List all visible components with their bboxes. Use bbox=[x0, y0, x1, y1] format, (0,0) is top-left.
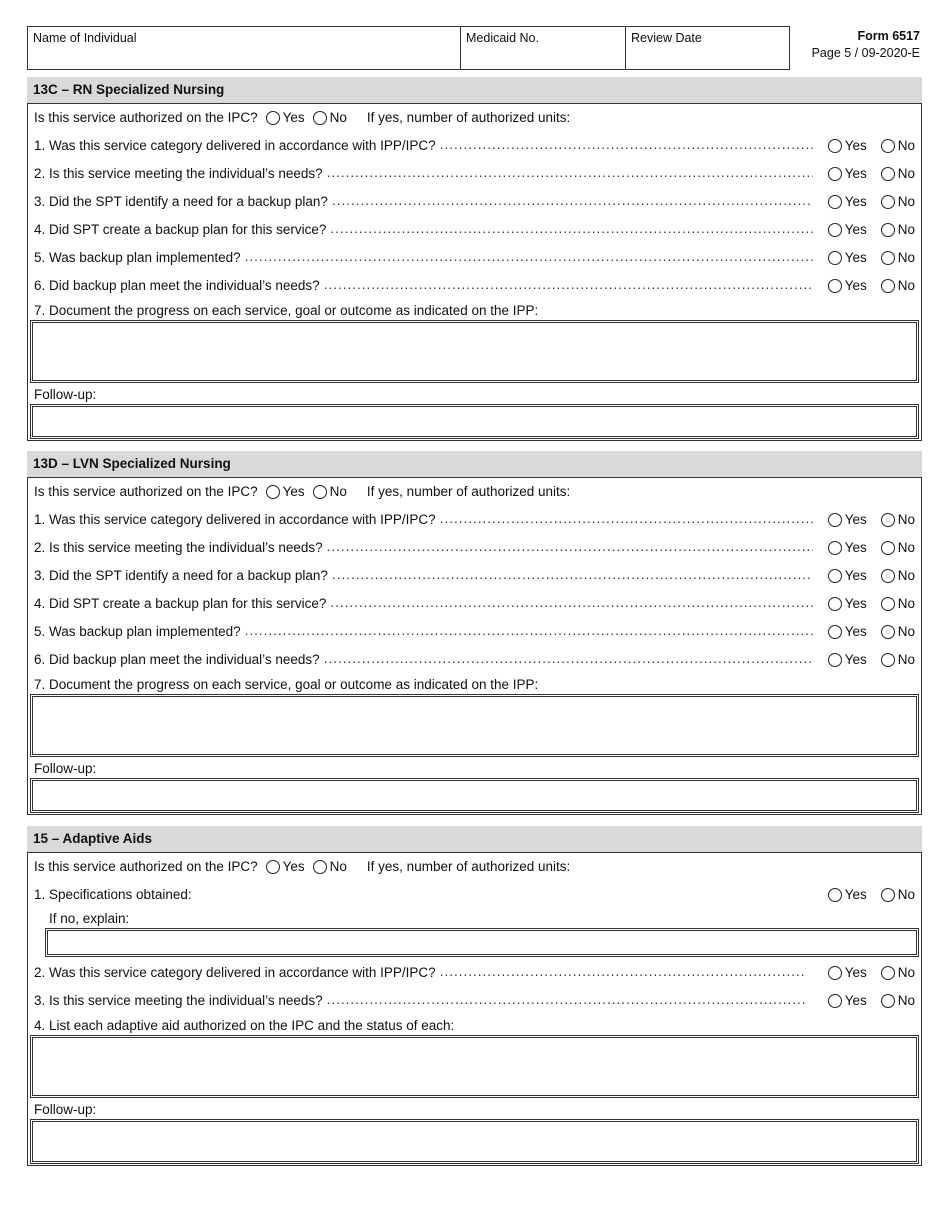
radio-button[interactable] bbox=[828, 541, 842, 555]
form-number: Form 6517 bbox=[857, 29, 920, 43]
yes-label: Yes bbox=[844, 652, 867, 667]
review-date-label: Review Date bbox=[631, 31, 702, 45]
yes-label: Yes bbox=[844, 887, 867, 902]
section-body bbox=[27, 103, 922, 441]
question-text: 1. Was this service category delivered in accordance with IPP/IPC? bbox=[34, 512, 436, 527]
radio-button[interactable] bbox=[881, 139, 895, 153]
question-text: 3. Did the SPT identify a need for a backup plan? bbox=[34, 194, 328, 209]
no-option[interactable] bbox=[881, 510, 915, 530]
radio-button[interactable] bbox=[313, 485, 327, 499]
question-row bbox=[34, 248, 915, 268]
name-of-individual-field[interactable] bbox=[28, 27, 461, 69]
authorized-yes-option[interactable] bbox=[266, 482, 305, 502]
radio-button[interactable] bbox=[881, 994, 895, 1008]
question-text: 3. Did the SPT identify a need for a backup plan? bbox=[34, 568, 328, 583]
section-title: 15 – Adaptive Aids bbox=[27, 826, 922, 852]
form-header bbox=[27, 26, 922, 70]
no-option[interactable] bbox=[881, 220, 915, 240]
question-text: 2. Is this service meeting the individual’s needs? bbox=[34, 540, 323, 555]
radio-button[interactable] bbox=[313, 860, 327, 874]
yes-label: Yes bbox=[844, 194, 867, 209]
section-body bbox=[27, 477, 922, 815]
yes-option[interactable] bbox=[828, 594, 867, 614]
yes-label: Yes bbox=[844, 250, 867, 265]
radio-button[interactable] bbox=[881, 597, 895, 611]
question-row bbox=[34, 650, 915, 670]
dot-leader bbox=[440, 510, 813, 530]
radio-button[interactable] bbox=[266, 485, 280, 499]
yes-option[interactable] bbox=[828, 276, 867, 296]
explain-textbox[interactable] bbox=[45, 928, 919, 957]
radio-button[interactable] bbox=[881, 966, 895, 980]
no-option[interactable] bbox=[881, 650, 915, 670]
document-progress-label: 7. Document the progress on each service, goal or outcome as indicated on the IPP: bbox=[34, 303, 539, 318]
question-row bbox=[34, 510, 915, 530]
radio-button[interactable] bbox=[828, 139, 842, 153]
no-option[interactable] bbox=[881, 164, 915, 184]
followup-label: Follow-up: bbox=[34, 387, 97, 402]
question-text: 4. Did SPT create a backup plan for this service? bbox=[34, 222, 327, 237]
section-15 bbox=[27, 826, 922, 1166]
yes-label: Yes bbox=[844, 222, 867, 237]
authorized-question: Is this service authorized on the IPC? bbox=[34, 110, 258, 125]
yes-label: Yes bbox=[844, 596, 867, 611]
radio-button[interactable] bbox=[828, 513, 842, 527]
dot-leader bbox=[330, 220, 813, 240]
no-label: No bbox=[897, 652, 915, 667]
no-label: No bbox=[897, 965, 915, 980]
radio-button[interactable] bbox=[266, 860, 280, 874]
question-row bbox=[34, 164, 915, 184]
dot-leader bbox=[245, 622, 813, 642]
no-label: No bbox=[329, 484, 347, 499]
question-text: 6. Did backup plan meet the individual’s needs? bbox=[34, 278, 320, 293]
yes-label: Yes bbox=[844, 965, 867, 980]
no-label: No bbox=[897, 993, 915, 1008]
no-option[interactable] bbox=[881, 594, 915, 614]
question-row bbox=[34, 991, 915, 1011]
yes-option[interactable] bbox=[828, 192, 867, 212]
authorized-row bbox=[34, 857, 915, 877]
radio-button[interactable] bbox=[881, 167, 895, 181]
question-row bbox=[34, 276, 915, 296]
no-option[interactable] bbox=[881, 276, 915, 296]
radio-button[interactable] bbox=[266, 111, 280, 125]
question-row bbox=[34, 885, 915, 905]
no-label: No bbox=[897, 568, 915, 583]
no-label: No bbox=[897, 887, 915, 902]
radio-button[interactable] bbox=[828, 569, 842, 583]
no-option[interactable] bbox=[881, 136, 915, 156]
no-label: No bbox=[897, 596, 915, 611]
authorized-yes-option[interactable] bbox=[266, 108, 305, 128]
authorized-question: Is this service authorized on the IPC? bbox=[34, 859, 258, 874]
question-row bbox=[34, 622, 915, 642]
dot-leader bbox=[327, 164, 813, 184]
yes-option[interactable] bbox=[828, 220, 867, 240]
no-option[interactable] bbox=[881, 538, 915, 558]
question-text: 5. Was backup plan implemented? bbox=[34, 250, 241, 265]
dot-leader bbox=[324, 276, 813, 296]
yes-label: Yes bbox=[844, 138, 867, 153]
radio-button[interactable] bbox=[881, 195, 895, 209]
yes-option[interactable] bbox=[828, 248, 867, 268]
dot-leader bbox=[440, 963, 805, 983]
dot-leader bbox=[327, 538, 813, 558]
yes-option[interactable] bbox=[828, 991, 867, 1011]
radio-button[interactable] bbox=[828, 994, 842, 1008]
question-text: 5. Was backup plan implemented? bbox=[34, 624, 241, 639]
dot-leader bbox=[245, 248, 813, 268]
radio-button[interactable] bbox=[828, 223, 842, 237]
section-13d bbox=[27, 451, 922, 815]
authorized-no-option[interactable] bbox=[313, 482, 347, 502]
yes-option[interactable] bbox=[828, 963, 867, 983]
radio-button[interactable] bbox=[881, 251, 895, 265]
no-option[interactable] bbox=[881, 885, 915, 905]
document-progress-textbox[interactable] bbox=[30, 694, 919, 757]
units-label: If yes, number of authorized units: bbox=[366, 484, 571, 499]
dot-leader bbox=[327, 991, 805, 1011]
form-info bbox=[812, 28, 920, 62]
radio-button[interactable] bbox=[828, 279, 842, 293]
section-title: 13C – RN Specialized Nursing bbox=[27, 77, 922, 103]
question-text: 1. Specifications obtained: bbox=[34, 887, 192, 902]
no-label: No bbox=[329, 110, 347, 125]
radio-button[interactable] bbox=[881, 541, 895, 555]
no-option[interactable] bbox=[881, 622, 915, 642]
radio-button[interactable] bbox=[828, 625, 842, 639]
units-label: If yes, number of authorized units: bbox=[366, 110, 571, 125]
question-text: 4. Did SPT create a backup plan for this service? bbox=[34, 596, 327, 611]
dot-leader bbox=[332, 566, 813, 586]
yes-label: Yes bbox=[844, 166, 867, 181]
yes-option[interactable] bbox=[828, 136, 867, 156]
yes-option[interactable] bbox=[828, 538, 867, 558]
followup-textbox[interactable] bbox=[30, 1119, 919, 1164]
yes-option[interactable] bbox=[828, 164, 867, 184]
yes-option[interactable] bbox=[828, 566, 867, 586]
radio-button[interactable] bbox=[828, 888, 842, 902]
radio-button[interactable] bbox=[881, 279, 895, 293]
question-row bbox=[34, 963, 915, 983]
question-row bbox=[34, 566, 915, 586]
medicaid-number-field[interactable] bbox=[461, 27, 626, 69]
section-title: 13D – LVN Specialized Nursing bbox=[27, 451, 922, 477]
question-row bbox=[34, 538, 915, 558]
authorized-no-option[interactable] bbox=[313, 857, 347, 877]
radio-button[interactable] bbox=[828, 251, 842, 265]
radio-button[interactable] bbox=[881, 653, 895, 667]
adaptive-aids-list-textbox[interactable] bbox=[30, 1035, 919, 1098]
document-progress-textbox[interactable] bbox=[30, 320, 919, 383]
question-row bbox=[34, 192, 915, 212]
question-row bbox=[34, 220, 915, 240]
question-text: 6. Did backup plan meet the individual’s needs? bbox=[34, 652, 320, 667]
no-label: No bbox=[897, 166, 915, 181]
no-label: No bbox=[897, 512, 915, 527]
authorized-row bbox=[34, 108, 915, 128]
authorized-yes-option[interactable] bbox=[266, 857, 305, 877]
yes-label: Yes bbox=[844, 540, 867, 555]
adaptive-aids-list-label: 4. List each adaptive aid authorized on the IPC and the status of each: bbox=[34, 1018, 455, 1033]
radio-button[interactable] bbox=[881, 569, 895, 583]
followup-textbox[interactable] bbox=[30, 778, 919, 813]
no-label: No bbox=[897, 278, 915, 293]
yes-option[interactable] bbox=[828, 510, 867, 530]
no-label: No bbox=[897, 138, 915, 153]
yes-label: Yes bbox=[282, 484, 305, 499]
page-info: Page 5 / 09-2020-E bbox=[811, 46, 920, 60]
no-option[interactable] bbox=[881, 566, 915, 586]
radio-button[interactable] bbox=[828, 597, 842, 611]
yes-label: Yes bbox=[844, 624, 867, 639]
name-label: Name of Individual bbox=[33, 31, 137, 45]
yes-option[interactable] bbox=[828, 622, 867, 642]
if-no-explain-label: If no, explain: bbox=[49, 911, 130, 926]
question-row bbox=[34, 136, 915, 156]
yes-label: Yes bbox=[844, 512, 867, 527]
radio-button[interactable] bbox=[828, 653, 842, 667]
section-13c bbox=[27, 77, 922, 441]
radio-button[interactable] bbox=[881, 223, 895, 237]
no-label: No bbox=[897, 194, 915, 209]
radio-button[interactable] bbox=[881, 625, 895, 639]
yes-label: Yes bbox=[844, 993, 867, 1008]
radio-button[interactable] bbox=[828, 167, 842, 181]
dot-leader bbox=[332, 192, 813, 212]
no-label: No bbox=[897, 624, 915, 639]
no-option[interactable] bbox=[881, 991, 915, 1011]
no-label: No bbox=[897, 222, 915, 237]
authorized-row bbox=[34, 482, 915, 502]
no-option[interactable] bbox=[881, 963, 915, 983]
yes-label: Yes bbox=[844, 568, 867, 583]
authorized-question: Is this service authorized on the IPC? bbox=[34, 484, 258, 499]
yes-option[interactable] bbox=[828, 650, 867, 670]
radio-button[interactable] bbox=[313, 111, 327, 125]
authorized-no-option[interactable] bbox=[313, 108, 347, 128]
followup-label: Follow-up: bbox=[34, 1102, 97, 1117]
dot-leader bbox=[440, 136, 813, 156]
document-progress-label: 7. Document the progress on each service, goal or outcome as indicated on the IPP: bbox=[34, 677, 539, 692]
followup-textbox[interactable] bbox=[30, 404, 919, 439]
question-text: 2. Was this service category delivered in accordance with IPP/IPC? bbox=[34, 965, 436, 980]
question-text: 1. Was this service category delivered in accordance with IPP/IPC? bbox=[34, 138, 436, 153]
yes-label: Yes bbox=[282, 859, 305, 874]
yes-label: Yes bbox=[844, 278, 867, 293]
radio-button[interactable] bbox=[881, 888, 895, 902]
no-option[interactable] bbox=[881, 248, 915, 268]
no-label: No bbox=[897, 540, 915, 555]
question-text: 2. Is this service meeting the individual’s needs? bbox=[34, 166, 323, 181]
question-text: 3. Is this service meeting the individual’s needs? bbox=[34, 993, 323, 1008]
review-date-field[interactable] bbox=[626, 27, 789, 69]
radio-button[interactable] bbox=[881, 513, 895, 527]
dot-leader bbox=[324, 650, 813, 670]
yes-option[interactable] bbox=[828, 885, 867, 905]
no-label: No bbox=[897, 250, 915, 265]
no-label: No bbox=[329, 859, 347, 874]
medicaid-label: Medicaid No. bbox=[466, 31, 539, 45]
followup-label: Follow-up: bbox=[34, 761, 97, 776]
units-label: If yes, number of authorized units: bbox=[366, 859, 571, 874]
yes-label: Yes bbox=[282, 110, 305, 125]
radio-button[interactable] bbox=[828, 966, 842, 980]
no-option[interactable] bbox=[881, 192, 915, 212]
radio-button[interactable] bbox=[828, 195, 842, 209]
header-fields bbox=[27, 26, 790, 70]
section-body bbox=[27, 852, 922, 1166]
question-row bbox=[34, 594, 915, 614]
dot-leader bbox=[330, 594, 813, 614]
